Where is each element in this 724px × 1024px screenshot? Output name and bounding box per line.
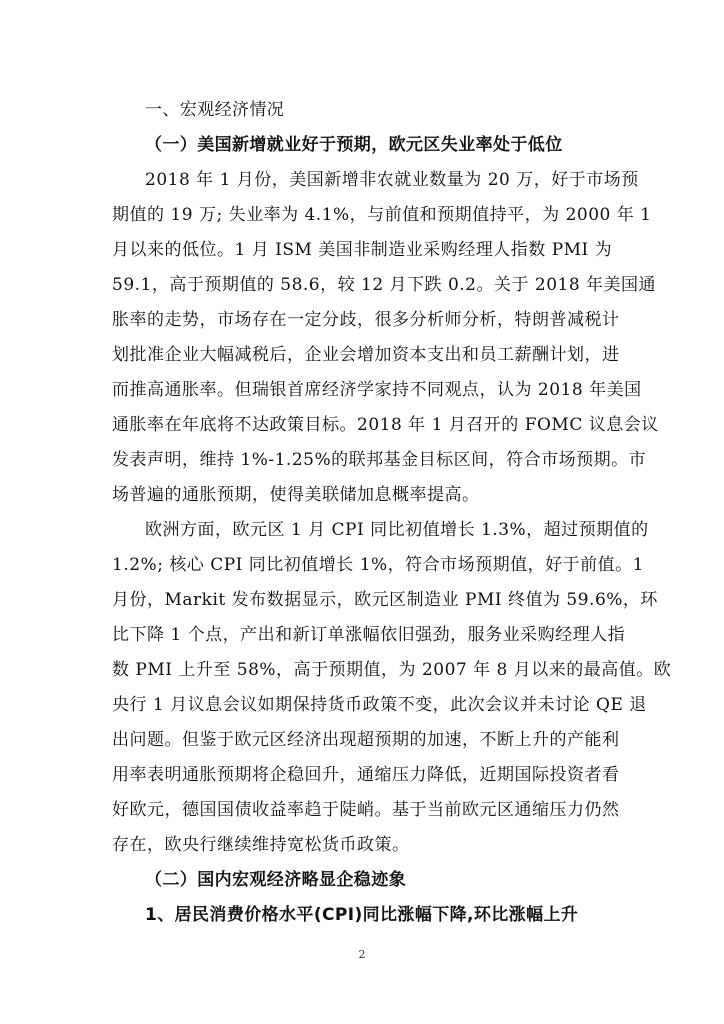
paragraph-1-line: 场普遍的通胀预期，使得美联储加息概率提高。: [112, 485, 480, 505]
paragraph-1-line: 发表声明，维持 1%-1.25%的联邦基金目标区间，符合市场预期。市: [112, 450, 647, 470]
subsection-1-heading: （一）美国新增就业好于预期，欧元区失业率处于低位: [145, 135, 563, 155]
item-1-heading: 1、居民消费价格水平(CPI)同比涨幅下降,环比涨幅上升: [145, 905, 579, 925]
paragraph-1-line: 而推高通胀率。但瑞银首席经济学家持不同观点，认为 2018 年美国: [112, 380, 642, 400]
paragraph-1-line: 胀率的走势，市场存在一定分歧，很多分析师分析，特朗普减税计: [112, 310, 620, 330]
paragraph-2-line: 比下降 1 个点，产出和新订单涨幅依旧强劲，服务业采购经理人指: [112, 625, 626, 645]
paragraph-2-line: 出问题。但鉴于欧元区经济出现超预期的加速，不断上升的产能利: [112, 730, 620, 750]
paragraph-2-line: 月份，Markit 发布数据显示，欧元区制造业 PMI 终值为 59.6%，环: [112, 590, 658, 610]
section-heading: 一、宏观经济情况: [145, 100, 285, 120]
paragraph-1-line: 月以来的低位。1 月 ISM 美国非制造业采购经理人指数 PMI 为: [112, 240, 613, 260]
paragraph-1-line: 期值的 19 万; 失业率为 4.1%，与前值和预期值持平，为 2000 年 1: [112, 205, 652, 225]
paragraph-1-line: 通胀率在年底将不达政策目标。2018 年 1 月召开的 FOMC 议息会议: [112, 415, 659, 435]
paragraph-2-line: 央行 1 月议息会议如期保持货币政策不变，此次会议并未讨论 QE 退: [112, 695, 647, 715]
paragraph-2-line: 好欧元，德国国债收益率趋于陡峭。基于当前欧元区通缩压力仍然: [112, 800, 620, 820]
page-number: 2: [358, 948, 366, 961]
paragraph-2-line: 用率表明通胀预期将企稳回升，通缩压力降低，近期国际投资者看: [112, 765, 620, 785]
paragraph-1-line: 划批准企业大幅减税后，企业会增加资本支出和员工薪酬计划，进: [112, 345, 620, 365]
paragraph-1-line: 2018 年 1 月份，美国新增非农就业数量为 20 万，好于市场预: [145, 170, 639, 190]
paragraph-2-line: 数 PMI 上升至 58%，高于预期值，为 2007 年 8 月以来的最高值。欧: [112, 660, 672, 680]
paragraph-2-line: 1.2%; 核心 CPI 同比初值增长 1%，符合市场预期值，好于前值。1: [112, 555, 644, 575]
paragraph-2-line: 欧洲方面，欧元区 1 月 CPI 同比初值增长 1.3%，超过预期值的: [145, 520, 649, 540]
paragraph-2-line: 存在，欧央行继续维持宽松货币政策。: [112, 835, 410, 855]
paragraph-1-line: 59.1，高于预期值的 58.6，较 12 月下跌 0.2。关于 2018 年美国通: [112, 275, 657, 295]
subsection-2-heading: （二）国内宏观经济略显企稳迹象: [145, 870, 406, 890]
